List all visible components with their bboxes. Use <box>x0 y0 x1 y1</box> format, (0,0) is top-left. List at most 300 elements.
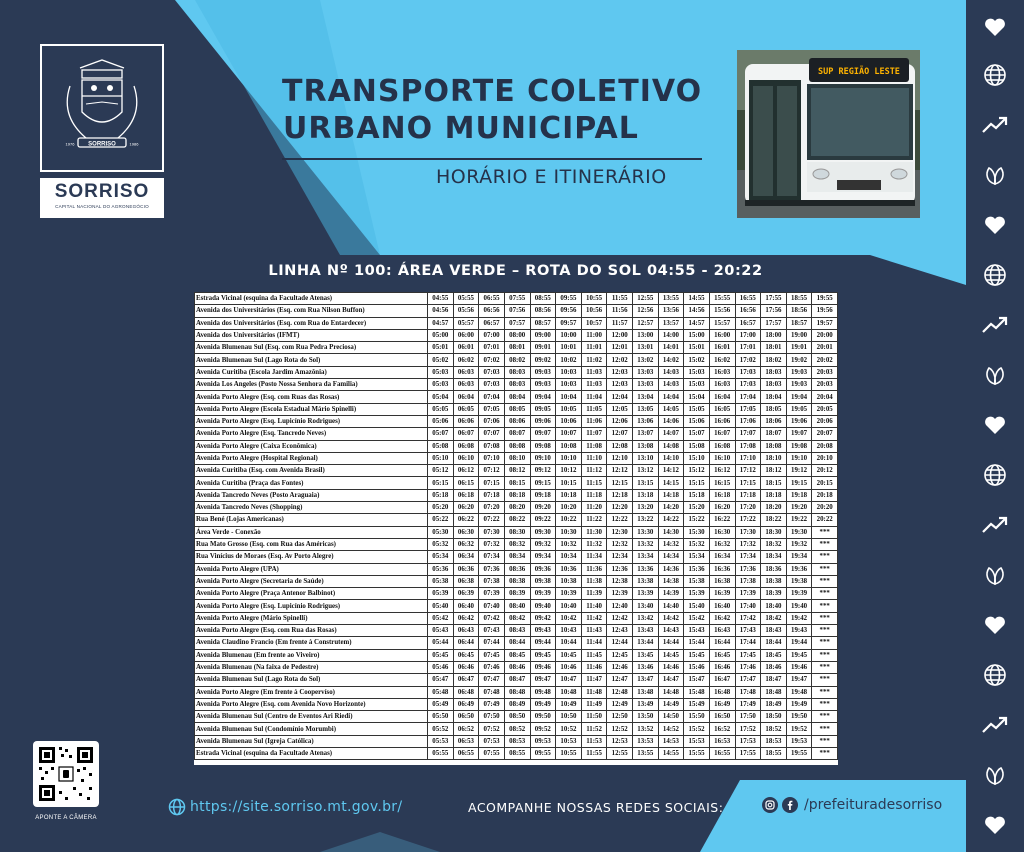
stop-name: Área Verde - Conexão <box>195 526 428 538</box>
departure-time: 07:00 <box>479 329 505 341</box>
departure-time: 09:07 <box>530 428 556 440</box>
departure-time: 16:43 <box>709 625 735 637</box>
departure-time: 12:55 <box>633 293 659 305</box>
departure-time: 15:06 <box>684 415 710 427</box>
departure-time: 16:04 <box>709 391 735 403</box>
departure-time: 20:01 <box>812 342 838 354</box>
departure-time: 17:46 <box>735 661 761 673</box>
departure-time: 16:46 <box>709 661 735 673</box>
stop-name: Avenida Blumenau Sul (Lago Rota do Sol) <box>195 674 428 686</box>
departure-time: 20:07 <box>812 428 838 440</box>
departure-time: 05:48 <box>428 686 454 698</box>
departure-time: 09:03 <box>530 379 556 391</box>
departure-time: 19:32 <box>786 538 812 550</box>
departure-time: 16:12 <box>709 465 735 477</box>
departure-time: 13:07 <box>633 428 659 440</box>
departure-time: 17:38 <box>735 575 761 587</box>
departure-time: 17:18 <box>735 489 761 501</box>
departure-time: 12:06 <box>607 415 633 427</box>
departure-time: 08:34 <box>504 551 530 563</box>
departure-time: 14:03 <box>658 379 684 391</box>
departure-time: 06:45 <box>453 649 479 661</box>
departure-time: 17:36 <box>735 563 761 575</box>
departure-time: 09:55 <box>530 747 556 759</box>
departure-time: 14:47 <box>658 674 684 686</box>
departure-time: 05:01 <box>428 342 454 354</box>
stop-name: Avenida Porto Alegre (UPA) <box>195 563 428 575</box>
departure-time: 16:20 <box>709 502 735 514</box>
departure-time: 15:10 <box>684 452 710 464</box>
departure-time: 08:47 <box>504 674 530 686</box>
departure-time: 20:12 <box>812 465 838 477</box>
departure-time: *** <box>812 538 838 550</box>
departure-time: 19:30 <box>786 526 812 538</box>
departure-time: 06:15 <box>453 477 479 489</box>
departure-time: 19:53 <box>786 735 812 747</box>
leaf-icon <box>966 150 1024 200</box>
departure-time: 05:46 <box>428 661 454 673</box>
departure-time: *** <box>812 575 838 587</box>
departure-time: 09:02 <box>530 354 556 366</box>
stop-name: Avenida Porto Alegre (Esq. Lupicínio Rodrigues) <box>195 600 428 612</box>
departure-time: 07:48 <box>479 686 505 698</box>
departure-time: 17:02 <box>735 354 761 366</box>
table-row <box>195 379 838 391</box>
departure-time: 14:15 <box>658 477 684 489</box>
departure-time: 05:03 <box>428 366 454 378</box>
table-row <box>195 674 838 686</box>
departure-time: 18:34 <box>761 551 787 563</box>
social-links[interactable] <box>762 797 942 813</box>
departure-time: 14:50 <box>658 711 684 723</box>
departure-time: 12:43 <box>607 625 633 637</box>
departure-time: 20:15 <box>812 477 838 489</box>
departure-time: *** <box>812 588 838 600</box>
departure-time: 14:06 <box>658 415 684 427</box>
departure-time: 15:52 <box>684 723 710 735</box>
table-row <box>195 465 838 477</box>
departure-time: 19:43 <box>786 625 812 637</box>
departure-time: 06:55 <box>479 293 505 305</box>
departure-time: 08:00 <box>504 329 530 341</box>
departure-time: 05:10 <box>428 452 454 464</box>
departure-time: 04:55 <box>428 293 454 305</box>
departure-time: 15:49 <box>684 698 710 710</box>
departure-time: 11:56 <box>607 305 633 317</box>
departure-time: 12:04 <box>607 391 633 403</box>
departure-time: 10:10 <box>556 452 582 464</box>
departure-time: 17:44 <box>735 637 761 649</box>
departure-time: 10:02 <box>556 354 582 366</box>
departure-time: 14:07 <box>658 428 684 440</box>
departure-time: 14:34 <box>658 551 684 563</box>
departure-time: 11:20 <box>581 502 607 514</box>
departure-time: 19:46 <box>786 661 812 673</box>
departure-time: 14:02 <box>658 354 684 366</box>
table-row <box>195 415 838 427</box>
stop-name: Avenida Blumenau (Em frente ao Viveiro) <box>195 649 428 661</box>
departure-time: 08:02 <box>504 354 530 366</box>
departure-time: 19:36 <box>786 563 812 575</box>
departure-time: 08:18 <box>504 489 530 501</box>
departure-time: 10:40 <box>556 600 582 612</box>
departure-time: 16:56 <box>735 305 761 317</box>
departure-time: 18:56 <box>786 305 812 317</box>
departure-time: 12:39 <box>607 588 633 600</box>
departure-time: 16:03 <box>709 379 735 391</box>
departure-time: 11:38 <box>581 575 607 587</box>
stop-name: Avenida Porto Alegre (Praça Antenor Balbinot) <box>195 588 428 600</box>
departure-time: 20:20 <box>812 502 838 514</box>
departure-time: 18:30 <box>761 526 787 538</box>
departure-time: 06:00 <box>453 329 479 341</box>
departure-time: 11:39 <box>581 588 607 600</box>
departure-time: 17:08 <box>735 440 761 452</box>
departure-time: 11:53 <box>581 735 607 747</box>
departure-time: 17:05 <box>735 403 761 415</box>
departure-time: 18:06 <box>761 415 787 427</box>
departure-time: 10:49 <box>556 698 582 710</box>
departure-time: 18:10 <box>761 452 787 464</box>
stop-name: Estrada Vicinal (esquina da Facultade Atenas) <box>195 293 428 305</box>
departure-time: 07:01 <box>479 342 505 354</box>
departure-time: 09:52 <box>530 723 556 735</box>
departure-time: 05:44 <box>428 637 454 649</box>
departure-time: 05:53 <box>428 735 454 747</box>
departure-time: 13:20 <box>633 502 659 514</box>
departure-time: 10:39 <box>556 588 582 600</box>
qr-code[interactable] <box>33 741 99 807</box>
departure-time: 11:06 <box>581 415 607 427</box>
departure-time: 13:36 <box>633 563 659 575</box>
departure-time: 10:20 <box>556 502 582 514</box>
departure-time: 12:49 <box>607 698 633 710</box>
departure-time: 17:00 <box>735 329 761 341</box>
departure-time: 12:08 <box>607 440 633 452</box>
departure-time: 13:02 <box>633 354 659 366</box>
departure-time: 06:18 <box>453 489 479 501</box>
departure-time: 18:12 <box>761 465 787 477</box>
social-handle[interactable]: /prefeituradesorriso <box>804 797 943 813</box>
city-logo <box>40 178 164 218</box>
departure-time: 16:00 <box>709 329 735 341</box>
departure-time: 13:57 <box>658 317 684 329</box>
departure-time: 06:40 <box>453 600 479 612</box>
stop-name: Avenida Porto Alegre (Esq. com Avenida Novo Horizonte) <box>195 698 428 710</box>
departure-time: 11:46 <box>581 661 607 673</box>
departure-time: 06:36 <box>453 563 479 575</box>
qr-label: APONTE A CÂMERA <box>35 815 97 821</box>
departure-time: 06:08 <box>453 440 479 452</box>
departure-time: 08:22 <box>504 514 530 526</box>
departure-time: 12:07 <box>607 428 633 440</box>
departure-time: 14:10 <box>658 452 684 464</box>
departure-time: 14:12 <box>658 465 684 477</box>
departure-time: 19:56 <box>812 305 838 317</box>
departure-time: *** <box>812 711 838 723</box>
globe-icon <box>966 50 1024 100</box>
departure-time: 08:05 <box>504 403 530 415</box>
departure-time: 18:53 <box>761 735 787 747</box>
stop-name: Avenida Porto Alegre (Em frente à Coopervíso) <box>195 686 428 698</box>
icon-sidebar <box>966 0 1024 852</box>
departure-time: 19:55 <box>786 747 812 759</box>
departure-time: 10:07 <box>556 428 582 440</box>
departure-time: 15:12 <box>684 465 710 477</box>
departure-time: 13:15 <box>633 477 659 489</box>
departure-time: 07:47 <box>479 674 505 686</box>
website-url[interactable]: https://site.sorriso.mt.gov.br/ <box>190 799 403 815</box>
table-row <box>195 612 838 624</box>
website-link[interactable] <box>168 798 402 816</box>
heart-icon <box>966 200 1024 250</box>
departure-time: 18:36 <box>761 563 787 575</box>
table-row <box>195 317 838 329</box>
departure-time: 17:03 <box>735 379 761 391</box>
departure-time: 06:39 <box>453 588 479 600</box>
departure-time: 17:55 <box>735 747 761 759</box>
departure-time: 09:50 <box>530 711 556 723</box>
departure-time: 11:48 <box>581 686 607 698</box>
departure-time: 09:45 <box>530 649 556 661</box>
departure-time: 14:03 <box>658 366 684 378</box>
departure-time: 12:02 <box>607 354 633 366</box>
heart-icon <box>966 600 1024 650</box>
departure-time: 11:00 <box>581 329 607 341</box>
departure-time: 05:40 <box>428 600 454 612</box>
departure-time: 18:44 <box>761 637 787 649</box>
departure-time: 11:03 <box>581 379 607 391</box>
city-tagline: CAPITAL NACIONAL DO AGRONEGÓCIO <box>55 204 149 209</box>
departure-time: 16:49 <box>709 698 735 710</box>
departure-time: 14:46 <box>658 661 684 673</box>
departure-time: 05:05 <box>428 403 454 415</box>
departure-time: 13:49 <box>633 698 659 710</box>
departure-time: 11:55 <box>607 293 633 305</box>
departure-time: 12:30 <box>607 526 633 538</box>
departure-time: 14:52 <box>658 723 684 735</box>
title-divider <box>282 158 702 160</box>
departure-time: 06:47 <box>453 674 479 686</box>
departure-time: 17:34 <box>735 551 761 563</box>
stop-name: Avenida dos Universitários (IFMT) <box>195 329 428 341</box>
departure-time: 08:46 <box>504 661 530 673</box>
departure-time: 15:43 <box>684 625 710 637</box>
table-row <box>195 735 838 747</box>
departure-time: 05:18 <box>428 489 454 501</box>
departure-time: 08:39 <box>504 588 530 600</box>
departure-time: 13:06 <box>633 415 659 427</box>
departure-time: 11:08 <box>581 440 607 452</box>
departure-time: 15:04 <box>684 391 710 403</box>
departure-time: 20:22 <box>812 514 838 526</box>
departure-time: 11:34 <box>581 551 607 563</box>
departure-time: 16:36 <box>709 563 735 575</box>
departure-time: 09:48 <box>530 686 556 698</box>
departure-time: 08:57 <box>530 317 556 329</box>
departure-time: 08:49 <box>504 698 530 710</box>
departure-time: 05:34 <box>428 551 454 563</box>
departure-time: 05:50 <box>428 711 454 723</box>
departure-time: 14:04 <box>658 391 684 403</box>
departure-time: 09:30 <box>530 526 556 538</box>
departure-time: *** <box>812 723 838 735</box>
departure-time: 09:06 <box>530 415 556 427</box>
departure-time: 15:08 <box>684 440 710 452</box>
departure-time: 09:32 <box>530 538 556 550</box>
departure-time: 09:01 <box>530 342 556 354</box>
departure-time: *** <box>812 637 838 649</box>
facebook-icon[interactable] <box>782 797 798 813</box>
departure-time: 12:42 <box>607 612 633 624</box>
departure-time: 20:18 <box>812 489 838 501</box>
departure-time: 09:20 <box>530 502 556 514</box>
departure-time: 15:40 <box>684 600 710 612</box>
departure-time: 12:34 <box>607 551 633 563</box>
departure-time: 05:02 <box>428 354 454 366</box>
departure-time: 10:56 <box>581 305 607 317</box>
table-row <box>195 428 838 440</box>
departure-time: 05:36 <box>428 563 454 575</box>
departure-time: 10:34 <box>556 551 582 563</box>
departure-time: 16:18 <box>709 489 735 501</box>
departure-time: *** <box>812 625 838 637</box>
departure-time: 07:38 <box>479 575 505 587</box>
departure-time: 18:49 <box>761 698 787 710</box>
departure-time: 09:34 <box>530 551 556 563</box>
departure-time: 17:22 <box>735 514 761 526</box>
globe-icon <box>168 798 186 816</box>
departure-time: 15:05 <box>684 403 710 415</box>
stop-name: Avenida Porto Alegre (Hospital Regional) <box>195 452 428 464</box>
stop-name: Avenida Tancredo Neves (Shopping) <box>195 502 428 514</box>
departure-time: 11:15 <box>581 477 607 489</box>
departure-time: 18:46 <box>761 661 787 673</box>
departure-time: 15:20 <box>684 502 710 514</box>
heart-icon <box>966 800 1024 850</box>
departure-time: 10:43 <box>556 625 582 637</box>
departure-time: 17:06 <box>735 415 761 427</box>
departure-time: 16:55 <box>735 293 761 305</box>
departure-time: 07:45 <box>479 649 505 661</box>
departure-time: 05:45 <box>428 649 454 661</box>
departure-time: 15:55 <box>684 747 710 759</box>
table-row <box>195 551 838 563</box>
departure-time: 15:48 <box>684 686 710 698</box>
departure-time: 07:20 <box>479 502 505 514</box>
departure-time: 12:18 <box>607 489 633 501</box>
departure-time: 19:22 <box>786 514 812 526</box>
table-row <box>195 477 838 489</box>
departure-time: 07:57 <box>504 317 530 329</box>
stop-name: Rua Vinícius de Moraes (Esq. Av Porto Alegre) <box>195 551 428 563</box>
departure-time: 05:12 <box>428 465 454 477</box>
departure-time: 14:22 <box>658 514 684 526</box>
departure-time: 05:55 <box>453 293 479 305</box>
departure-time: 14:55 <box>684 293 710 305</box>
departure-time: 19:20 <box>786 502 812 514</box>
departure-time: 10:04 <box>556 391 582 403</box>
table-row <box>195 600 838 612</box>
table-row <box>195 526 838 538</box>
departure-time: 18:22 <box>761 514 787 526</box>
departure-time: 13:10 <box>633 452 659 464</box>
globe-icon <box>966 250 1024 300</box>
departure-time: 12:50 <box>607 711 633 723</box>
departure-time: 11:01 <box>581 342 607 354</box>
stop-name: Avenida Porto Alegre (Esq. com Ruas das Rosas) <box>195 391 428 403</box>
departure-time: 06:46 <box>453 661 479 673</box>
departure-time: 10:03 <box>556 366 582 378</box>
departure-time: *** <box>812 612 838 624</box>
departure-time: 09:55 <box>556 293 582 305</box>
instagram-icon[interactable] <box>762 797 778 813</box>
departure-time: 09:38 <box>530 575 556 587</box>
departure-time: 11:47 <box>581 674 607 686</box>
departure-time: 16:45 <box>709 649 735 661</box>
departure-time: 15:50 <box>684 711 710 723</box>
departure-time: 19:01 <box>786 342 812 354</box>
departure-time: 11:55 <box>581 747 607 759</box>
departure-time: 07:43 <box>479 625 505 637</box>
departure-time: 15:44 <box>684 637 710 649</box>
departure-time: 13:12 <box>633 465 659 477</box>
departure-time: 15:45 <box>684 649 710 661</box>
departure-time: 16:48 <box>709 686 735 698</box>
departure-time: 08:10 <box>504 452 530 464</box>
stop-name: Avenida Porto Alegre (Esq. com Rua das Rosas) <box>195 625 428 637</box>
departure-time: 18:02 <box>761 354 787 366</box>
departure-time: 16:39 <box>709 588 735 600</box>
departure-time: 10:32 <box>556 538 582 550</box>
departure-time: 13:52 <box>633 723 659 735</box>
departure-time: 09:47 <box>530 674 556 686</box>
departure-time: 08:42 <box>504 612 530 624</box>
table-row <box>195 661 838 673</box>
departure-time: 07:55 <box>504 293 530 305</box>
stop-name: Avenida Porto Alegre (Mário Spinelli) <box>195 612 428 624</box>
trend-up-icon <box>966 100 1024 150</box>
departure-time: 20:03 <box>812 366 838 378</box>
departure-time: 12:48 <box>607 686 633 698</box>
departure-time: 09:49 <box>530 698 556 710</box>
departure-time: 05:00 <box>428 329 454 341</box>
departure-time: 14:40 <box>658 600 684 612</box>
departure-time: 17:56 <box>761 305 787 317</box>
departure-time: *** <box>812 600 838 612</box>
departure-time: 17:12 <box>735 465 761 477</box>
table-row <box>195 575 838 587</box>
schedule-table <box>194 292 838 765</box>
departure-time: 13:44 <box>633 637 659 649</box>
heart-icon <box>966 400 1024 450</box>
departure-time: 18:39 <box>761 588 787 600</box>
departure-time: 14:01 <box>658 342 684 354</box>
departure-time: 12:45 <box>607 649 633 661</box>
departure-time: 15:01 <box>684 342 710 354</box>
departure-time: 15:42 <box>684 612 710 624</box>
departure-time: 13:55 <box>658 293 684 305</box>
table-row <box>195 305 838 317</box>
table-row <box>195 698 838 710</box>
departure-time: *** <box>812 698 838 710</box>
departure-time: 09:36 <box>530 563 556 575</box>
stop-name: Avenida Blumenau (Na faixa de Pedestre) <box>195 661 428 673</box>
departure-time: 06:44 <box>453 637 479 649</box>
departure-time: 06:55 <box>453 747 479 759</box>
globe-icon <box>966 450 1024 500</box>
trend-up-icon <box>966 500 1024 550</box>
